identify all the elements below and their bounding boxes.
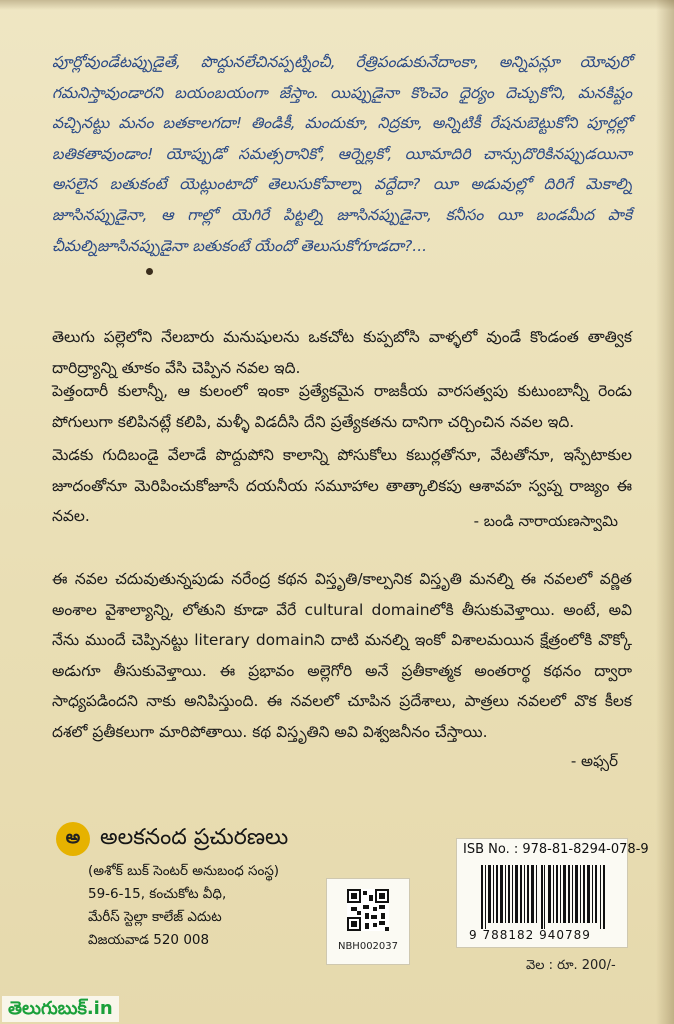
- blurb-paragraph-2: పెత్తందారీ కులాన్నీ, ఆ కులంలో ఇంకా ప్రత్యేకమైన రాజకీయ వారసత్వపు కుటుంబాన్నీ రెండు పోగులుగా కలిపినట్లే కలిపి, మళ్ళీ విడదీసి దేని ప్రత్యేకతను దానిగా చర్చించిన నవల ఇది.: [52, 382, 632, 431]
- blurb-paragraph-3: మెడకు గుదిబండై వేలాడే పొద్దుపోని కాలాన్ని పోసుకోలు కబుర్లతోనూ, వేటతోనూ, ఇస్పేటాకుల జూదంతోనూ మెరిపించుకోజూసే దయనీయ సమూహాల తాత్కాలికపు ఆశావహ స్వప్న రాజ్యం ఈ నవల.: [52, 446, 632, 525]
- blurb-paragraph-4: ఈ నవల చదువుతున్నపుడు నరేంద్ర కథన విస్తృతి/కాల్పనిక విస్తృతి మనల్ని ఈ నవలలో వర్ణిత అంశాల వైశాల్యాన్ని, లోతుని కూడా వేరే cultural domainలోకి తీసుకువెళ్తాయి. అంటే, అవి నేను ముందే చెప్పినట్టు literary domainని దాటి మనల్ని ఇంకో విశాలమయిన క్షేత్రంలోకి వొక్కో అడుగూ తీసుకువెళ్తాయి. ఈ ప్రభావం అల్లెగోరి అనే ప్రతీకాత్మక అంతరార్థ కథనం ద్వారా సాధ్యపడిందని నాకు అనిపిస్తుంది. ఈ నవలలో చూపిన ప్రదేశాలు, పాత్రలు నవలలో వొక కీలక దశలో ప్రతీకలుగా మారిపోతాయి. కథ విస్తృతిని అవి విశ్వజనీనం చేస్తాయి.: [52, 570, 632, 741]
- top-edge-shadow: [0, 0, 674, 10]
- address-line: మేరీస్ స్టెల్లా కాలేజ్ ఎదుట: [88, 909, 222, 925]
- isbn-label: ISB No. : 978-81-8294-078-9: [463, 842, 649, 857]
- right-edge-shadow: [656, 0, 674, 1024]
- signature-bandi-narayanaswamy: - బండి నారాయణస్వామి: [473, 512, 618, 530]
- isbn-sticker: [456, 838, 649, 948]
- publisher-address: [88, 860, 279, 952]
- signature-afsar: - అఫ్సర్: [570, 752, 618, 770]
- qr-label: NBH002037: [337, 941, 399, 952]
- qr-sticker: [326, 878, 410, 965]
- qr-code-icon: [347, 889, 389, 931]
- publisher-logo: [56, 822, 90, 856]
- blurb-paragraph-1: తెలుగు పల్లెలోని నేలబారు మనుషులను ఒకచోట కుప్పబోసి వాళ్ళలో వుండే కొండంత తాత్విక దారిద్ర్యాన్ని తూకం వేసి చెప్పిన నవల ఇది.: [52, 328, 632, 377]
- address-line: (అశోక్ బుక్ సెంటర్ అనుబంధ సంస్థ): [88, 863, 280, 879]
- price: వెల : రూ. 200/-: [526, 958, 616, 973]
- address-line: 59-6-15, కంచుకోట వీధి,: [88, 886, 227, 902]
- publisher-name: అలకనంద ప్రచురణలు: [100, 825, 289, 850]
- opening-quote: పూర్లోవుండేటప్పుడైతే, పొద్దునలేచినప్పట్నించీ, రేత్రిపండుకునేదాంకా, అన్నిపన్లూ యోవురో గమనిస్తావుండారని బయంబయంగా జేస్తాం. యిప్పుడైనా కొంచెం ధైర్యం దెచ్చుకోని, మనకిష్టం వచ్చినట్టు మనం బతకాలగదా! తిండికీ, మందుకూ, నిద్రకూ, అన్నిటికీ రేషనుబెట్టుకోని పూర్లల్లో బతికతావుండాం! యోప్పుడో సమత్సరానికో, ఆర్నెల్లకో, యీమాదిరి చాన్సుదొరికినప్పుడయినా అసలైన బతుకంటే యెట్లుంటాదో తెలుసుకోవాల్నా వద్దేదా? యీ అడువుల్లో దిరిగే మెకాల్ని జూసినప్పుడైనా, ఆ గాల్లో యెగిరే పిట్టల్ని జూసినప్పుడైనా, కనీసం యీ బండమీద పాకే చీమల్నిజూసినప్పుడైనా బతుకంటే యేందో తెలుసుకోగూడదా?...: [52, 53, 632, 255]
- barcode-icon: [481, 865, 605, 929]
- stain-spot: [146, 268, 153, 275]
- address-line: విజయవాడ 520 008: [88, 932, 210, 948]
- barcode-digits: 9 788182 940789: [469, 928, 591, 942]
- site-watermark: తెలుగుబుక్.in: [2, 996, 119, 1022]
- logo-glyph: అ: [65, 826, 81, 848]
